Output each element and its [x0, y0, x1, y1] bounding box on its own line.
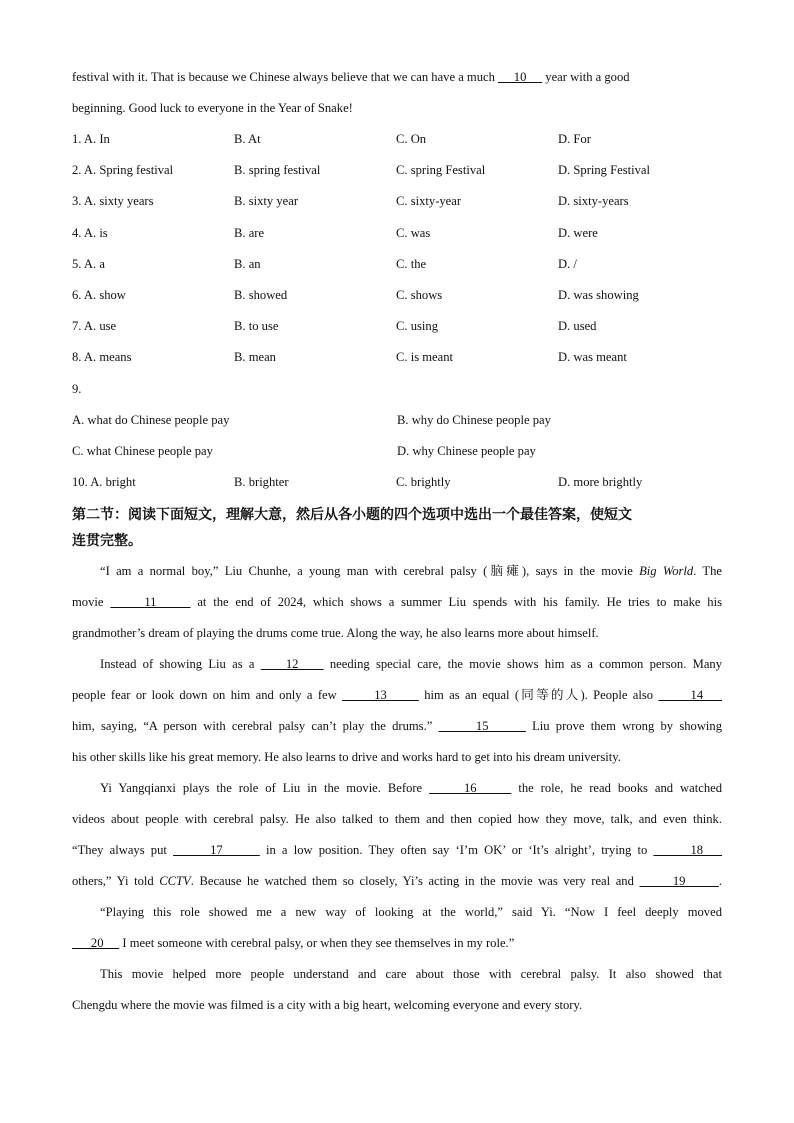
option-a: 5. A. a [72, 256, 105, 271]
question-9-row-2 [72, 436, 722, 467]
option-d: D. were [558, 225, 598, 240]
option-a: 8. A. means [72, 350, 132, 365]
option-b: B. sixty year [234, 194, 299, 209]
option-d: D. more brightly [558, 475, 643, 490]
blank-17: 17 [173, 843, 260, 858]
option-a: 6. A. show [72, 287, 126, 302]
option-b: B. to use [234, 319, 279, 334]
question-row [72, 186, 722, 217]
cctv-name: CCTV [159, 874, 191, 889]
question-9-row-1 [72, 405, 722, 436]
question-row [72, 124, 722, 155]
option-b: B. showed [234, 287, 288, 302]
option-c: C. the [396, 256, 427, 271]
passage-line: others,” Yi told CCTV. Because he watched them so closely, Yi’s acting in the movie was very real and 19 . [72, 874, 723, 889]
section-heading: 第二节：阅读下面短文，理解大意，然后从各小题的四个选项中选出一个最佳答案，使短文 [72, 507, 632, 524]
passage [72, 556, 722, 1021]
blank-15: 15 [438, 719, 526, 734]
question-row [72, 311, 722, 342]
option-d: D. was showing [558, 287, 639, 302]
passage-line: This movie helped more people understand and care about those with cerebral palsy. It also showed that [100, 967, 722, 982]
option-d: D. For [558, 132, 591, 146]
option-a: 4. A. is [72, 225, 108, 240]
option-b: B. spring festival [234, 163, 321, 178]
question-10-row [72, 467, 722, 498]
passage-line: Chengdu where the movie was filmed is a city with a big heart, welcoming everyone and every story. [72, 998, 583, 1013]
option-b: B. are [234, 225, 265, 240]
passage-line: Yi Yangqianxi plays the role of Liu in the movie. Before 16 the role, he read books and watched [100, 781, 722, 796]
passage-line: people fear or look down on him and only a few 13 him as an equal (同等的人). People also 14 [72, 688, 723, 703]
question-row [72, 218, 722, 249]
passage-line: his other skills like his great memory. He also learns to drive and works hard to get into his dream university. [72, 750, 621, 765]
movie-title: Big World [639, 564, 694, 579]
option-a: 3. A. sixty years [72, 194, 154, 209]
passage-line: “Playing this role showed me a new way of looking at the world,” said Yi. “Now I feel deeply moved [100, 905, 722, 920]
option-b: B. why do Chinese people pay [397, 412, 551, 427]
option-c: C. using [396, 319, 438, 334]
passage-line: 20 I meet someone with cerebral palsy, or when they see themselves in my role.” [72, 936, 515, 951]
question-9-number: 9. [72, 381, 82, 396]
question-row [72, 249, 722, 280]
passage-line: grandmother’s dream of playing the drums come true. Along the way, he also learns more about himself. [72, 626, 599, 641]
question-list [72, 124, 722, 374]
blank-13: 13 [342, 688, 419, 703]
blank-14: 14 [658, 688, 723, 703]
option-c: C. shows [396, 287, 443, 302]
blank-20: 20 [72, 936, 120, 951]
question-row [72, 155, 722, 186]
option-c: C. what Chinese people pay [72, 443, 213, 458]
option-b: B. an [234, 256, 261, 271]
document-page [72, 62, 722, 1021]
passage-line: videos about people with cerebral palsy. He also talked to them and then copied how they move, talk, and even think. [72, 812, 722, 827]
blank-12: 12 [260, 657, 324, 672]
option-c: C. spring Festival [396, 163, 486, 178]
option-a: 2. A. Spring festival [72, 163, 174, 178]
option-d: D. / [558, 256, 577, 271]
option-a: 7. A. use [72, 319, 117, 334]
option-a: 10. A. bright [72, 475, 136, 490]
intro-line-1 [72, 62, 722, 93]
option-c: C. sixty-year [396, 194, 462, 209]
option-b: B. mean [234, 350, 276, 365]
option-d: D. was meant [558, 350, 627, 365]
passage-line: “They always put 17 in a low position. They often say ‘I’m OK’ or ‘It’s alright’, trying to 18 [72, 843, 722, 858]
option-b: B. At [234, 132, 261, 146]
option-c: C. was [396, 225, 431, 240]
option-d: D. sixty-years [558, 194, 629, 209]
intro-text-end: year with a good [542, 70, 630, 84]
question-row [72, 342, 722, 373]
intro-line-2: beginning. Good luck to everyone in the Year of Snake! [72, 101, 353, 115]
passage-line: movie 11 at the end of 2024, which shows a summer Liu spends with his family. He tries to make his [72, 595, 722, 610]
blank-19: 19 [639, 874, 719, 889]
option-a: A. what do Chinese people pay [72, 412, 230, 427]
blank-16: 16 [429, 781, 512, 796]
blank-11: 11 [110, 595, 191, 610]
option-d: D. why Chinese people pay [397, 443, 536, 458]
intro-text: festival with it. That is because we Chinese always believe that we can have a much [72, 70, 499, 84]
blank-10: 10 [498, 70, 543, 84]
passage-line: “I am a normal boy,” Liu Chunhe, a young man with cerebral palsy (脑瘫), says in the movie Big World. The [100, 564, 722, 579]
passage-line: Instead of showing Liu as a 12 needing special care, the movie shows him as a common person. Many [100, 657, 723, 672]
option-d: D. used [558, 319, 597, 334]
option-c: C. brightly [396, 475, 451, 490]
option-c: C. On [396, 132, 427, 146]
blank-18: 18 [653, 843, 722, 858]
option-b: B. brighter [234, 475, 289, 490]
option-d: D. Spring Festival [558, 163, 651, 178]
passage-line: him, saying, “A person with cerebral palsy can’t play the drums.” 15 Liu prove them wrong by showing [72, 719, 723, 734]
section-heading-cont: 连贯完整。 [72, 533, 142, 550]
option-c: C. is meant [396, 350, 454, 365]
option-a: 1. A. In [72, 132, 110, 146]
question-row [72, 280, 722, 311]
